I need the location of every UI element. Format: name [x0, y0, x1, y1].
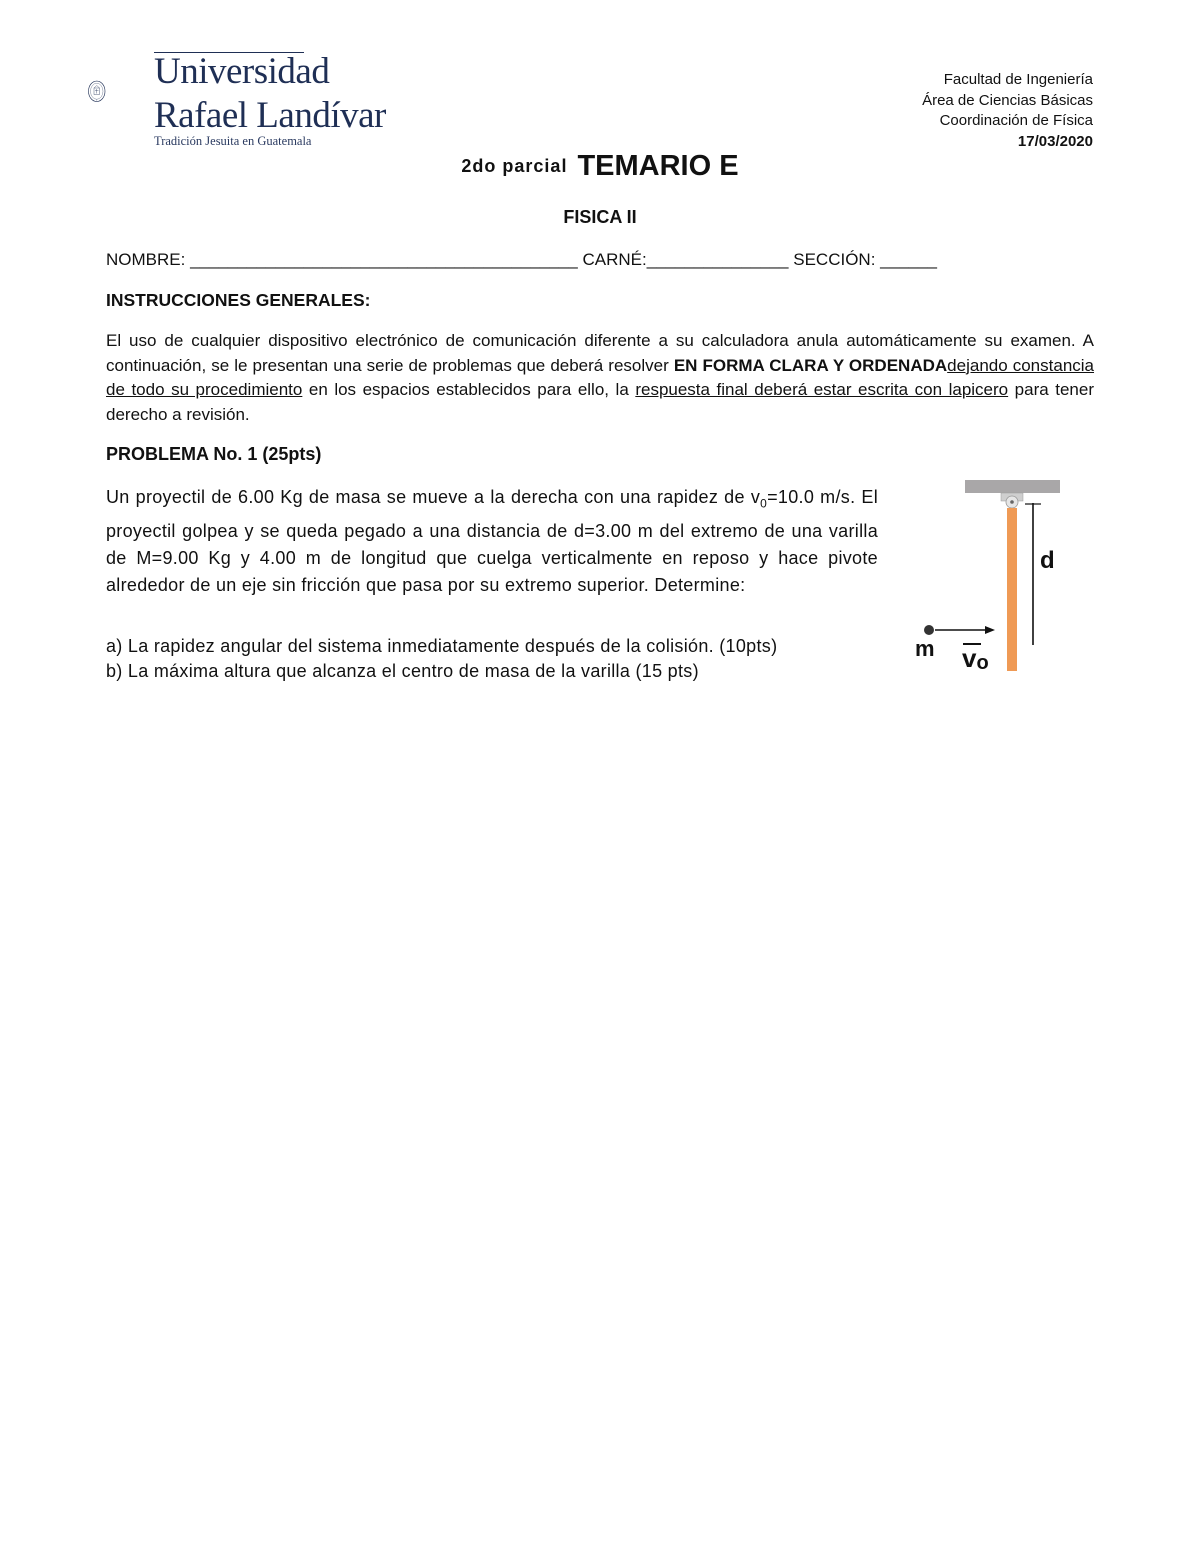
instructions-text-1: El uso de cualquier dispositivo electrónico de comunicación diferente a su calculadora anula automáticamente su examen. A continuación, se le presentan una serie de problemas que deberá resolver — [106, 331, 1094, 375]
label-v: vo — [962, 643, 989, 674]
university-tagline: Tradición Jesuita en Guatemala — [154, 134, 312, 148]
problem-1-heading: PROBLEMA No. 1 (25pts) — [106, 444, 322, 464]
rod — [1007, 508, 1017, 671]
name-field[interactable]: _________________________________________ — [190, 250, 578, 269]
label-d: d — [1040, 547, 1055, 574]
university-seal-logo — [88, 50, 158, 136]
instructions-body — [106, 329, 1094, 427]
section-field[interactable]: ______ — [880, 250, 937, 269]
part-a: a) La rapidez angular del sistema inmediatamente después de la colisión. (10pts) — [106, 636, 778, 656]
faculty: Facultad de Ingeniería — [943, 71, 1093, 88]
ceiling — [965, 480, 1060, 493]
exam-title-row — [0, 150, 1200, 183]
coordination: Coordinación de Física — [939, 112, 1093, 129]
instructions-underline-2: respuesta final deberá estar escrita con lapicero — [635, 380, 1009, 399]
instructions-text-2: en los espacios establecidos para ello, la — [302, 380, 636, 399]
instructions-bold: EN FORMA CLARA Y ORDENADA — [673, 355, 948, 375]
name-label: NOMBRE: — [106, 250, 186, 269]
v-subscript: 0 — [760, 496, 768, 511]
problem-1-statement — [106, 484, 878, 599]
instructions-underline-1: dejando constancia de todo su procedimiento — [106, 355, 1095, 399]
university-name-line1: Universidad — [154, 51, 330, 92]
projectile-mass — [924, 625, 934, 635]
carne-field[interactable]: _______________ — [646, 250, 789, 269]
university-name-line2: Rafael Landívar — [154, 95, 386, 136]
part-b: b) La máxima altura que alcanza el centro de masa de la varilla (15 pts) — [106, 661, 699, 681]
section-label: SECCIÓN: — [793, 250, 876, 269]
label-m: m — [915, 636, 935, 661]
pendulum-rod-diagram — [905, 470, 1075, 690]
course-name: FISICA II — [563, 207, 637, 227]
carne-label: CARNÉ: — [582, 250, 647, 269]
problem-text-a: Un proyectil de 6.00 Kg de masa se mueve a la derecha con una rapidez de v — [106, 487, 761, 507]
instructions-text-3: para tener derecho a revisión. — [106, 380, 1094, 424]
header-info — [922, 70, 1093, 152]
instructions-heading: INSTRUCCIONES GENERALES: — [106, 290, 371, 310]
problem-text-b: =10.0 m/s. El proyectil golpea y se queda pegado a una distancia de d=3.00 m del extremo de una varilla de M=9.00 Kg y 4.00 m de longitud que cuelga verticalmente en reposo y hace pivote alrededor de un eje sin fricción que pasa por su extremo superior. Determine: — [106, 487, 878, 595]
area: Área de Ciencias Básicas — [922, 91, 1093, 109]
exam-date: 17/03/2020 — [1017, 132, 1093, 150]
exam-prefix: 2do parcial — [461, 156, 568, 176]
student-fields — [106, 250, 937, 270]
problem-1-parts — [106, 634, 878, 684]
exam-title: TEMARIO E — [577, 150, 739, 182]
